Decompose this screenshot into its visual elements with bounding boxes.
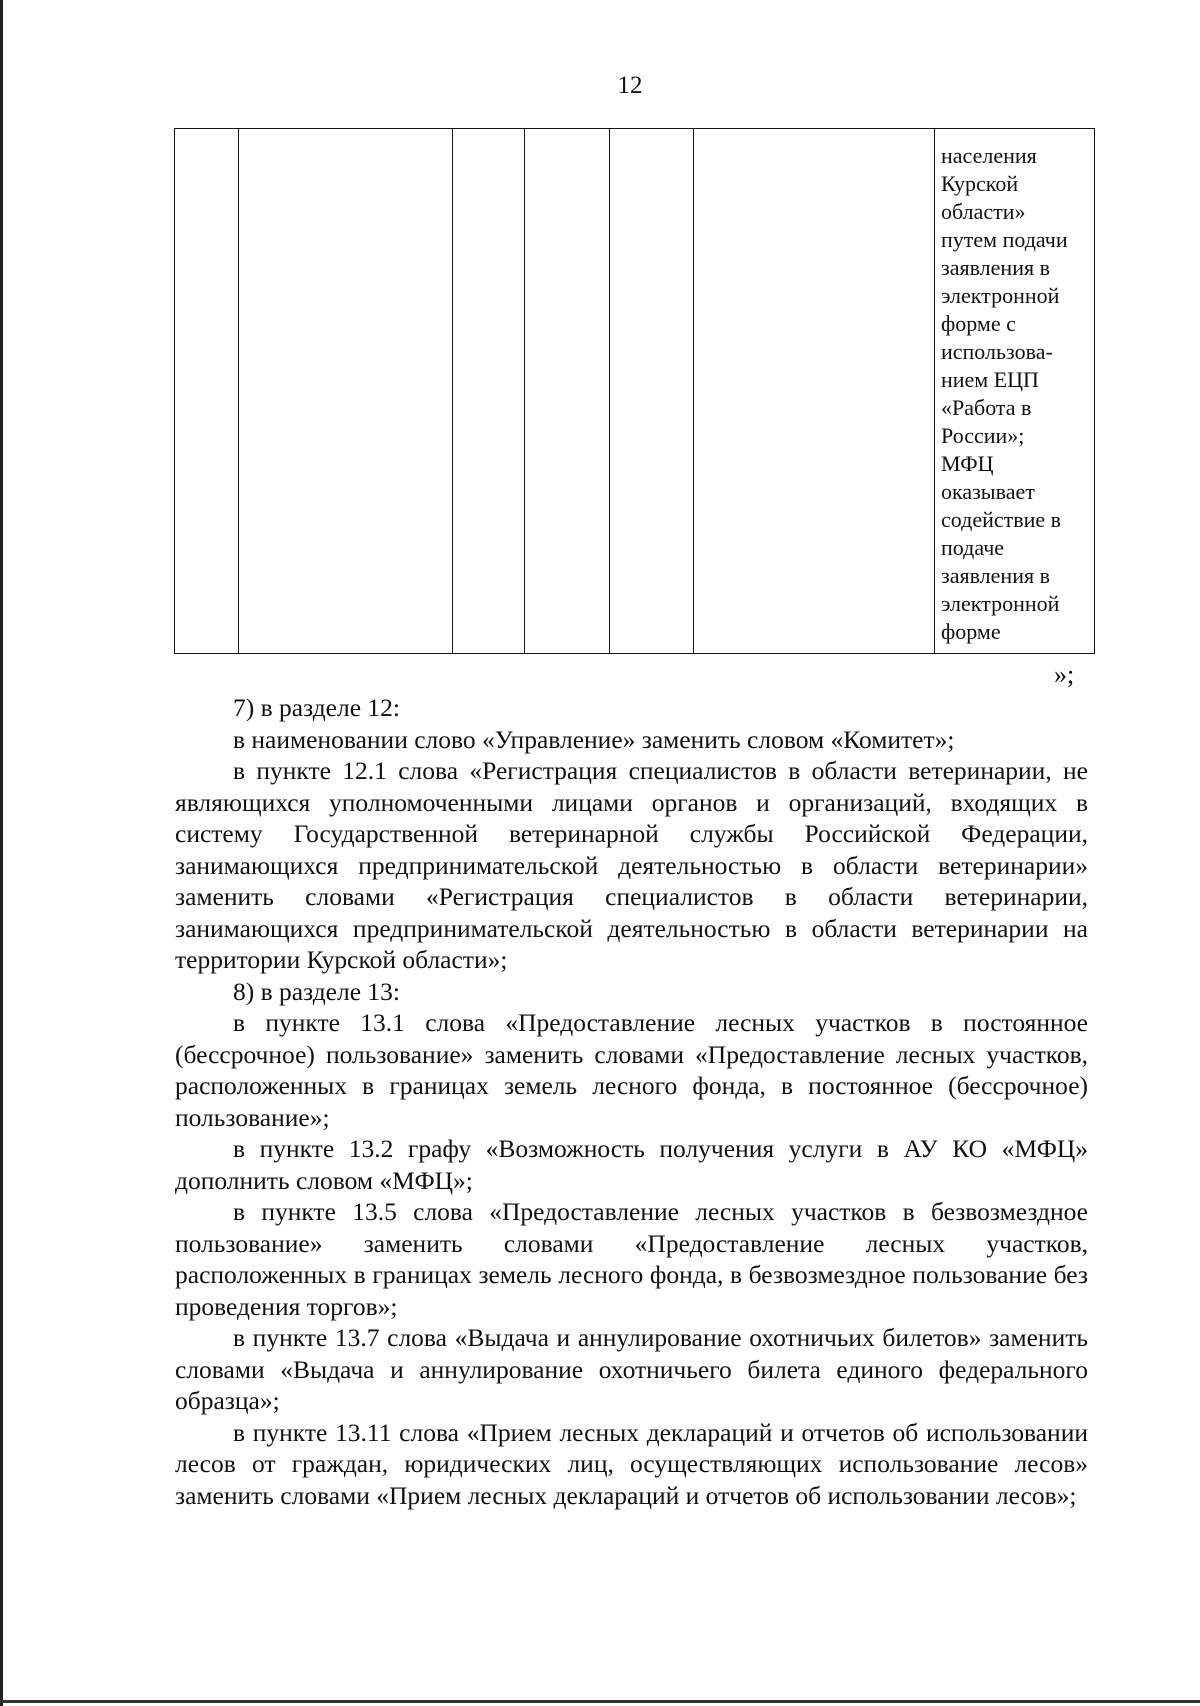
- table-cell-7: [935, 129, 1095, 654]
- paragraph-title-change: в наименовании слово «Управление» заменить словом «Комитет»;: [233, 724, 955, 754]
- document-body: [175, 692, 1088, 1511]
- paragraph-13-11: в пункте 13.11 слова «Прием лесных деклараций и отчетов об использовании лесов от граждан, юридических лиц, осуществляющих использование лесов» заменить словами «Прием лесных деклараций и отчетов об использовании лесов»;: [175, 1417, 1088, 1510]
- paragraph-section-12: 7) в разделе 12:: [233, 693, 401, 722]
- paragraph-13-1: в пункте 13.1 слова «Предоставление лесных участков в постоянное (бессрочное) пользование» заменить словами «Предоставление лесных участков, расположенных в границах земель лесного фонда, в постоянное (бессрочное) пользование»;: [175, 1008, 1088, 1132]
- table-cell-3: [453, 129, 525, 654]
- paragraph-13-2: в пункте 13.2 графу «Возможность получения услуги в АУ КО «МФЦ» дополнить словом «МФЦ»;: [175, 1134, 1088, 1195]
- table-cell-1: [175, 129, 239, 654]
- paragraph-section-13: 8) в разделе 13:: [233, 976, 401, 1006]
- scan-edge-left: [0, 0, 3, 1706]
- paragraph-12-1: в пункте 12.1 слова «Регистрация специалистов в области ветеринарии, не являющихся уполномоченными лицами органов и организаций, входящих в систему Государственной ветеринарной службы Российской Федерации, занимающихся предпринимательской деятельностью в области ветеринарии» заменить словами «Регистрация специалистов в области ветеринарии, занимающихся предпринимательской деятельностью в области ветеринарии на территории Курской области»;: [175, 756, 1088, 974]
- table-row: [175, 129, 1095, 654]
- table-cell-5: [610, 129, 694, 654]
- table-cell-2: [239, 129, 453, 654]
- table-cell-6: [694, 129, 935, 654]
- closing-quote-mark: »;: [1054, 660, 1075, 689]
- scan-edge-bottom: [0, 1700, 1200, 1703]
- table-cell-text: населения Курской области» путем подачи заявления в электронной форме с использова- нием ЕЦП «Работа в России»; МФЦ оказывает содействие в подаче заявления в электронной форме: [941, 143, 1068, 644]
- paragraph-13-7: в пункте 13.7 слова «Выдача и аннулирование охотничьих билетов» заменить словами «Выдача и аннулирование охотничьего билета единого федерального образца»;: [175, 1323, 1088, 1415]
- paragraph-13-5: в пункте 13.5 слова «Предоставление лесных участков в безвозмездное пользование» заменить словами «Предоставление лесных участков, расположенных в границах земель лесного фонда, в безвозмездное пользование без проведения торгов»;: [175, 1197, 1088, 1321]
- table-cell-4: [525, 129, 610, 654]
- page-number: 12: [617, 72, 643, 99]
- continuation-table: [174, 128, 1095, 654]
